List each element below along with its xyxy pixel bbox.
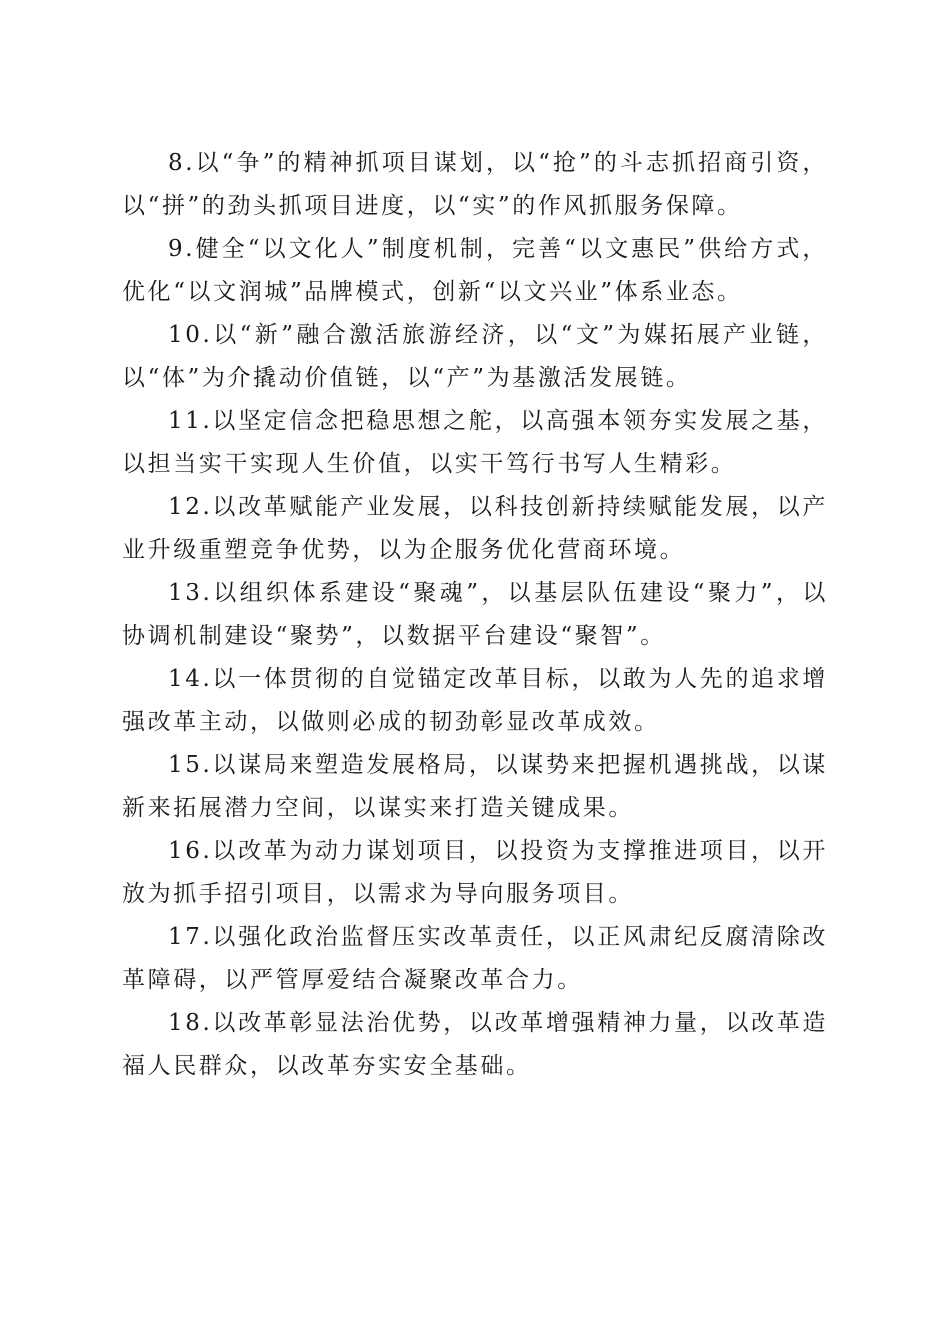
paragraph-12: 12.以改革赋能产业发展，以科技创新持续赋能发展，以产业升级重塑竞争优势，以为企服务优化营商环境。 [122,494,828,563]
paragraph-14: 14.以一体贯彻的自觉锚定改革目标，以敢为人先的追求增强改革主动，以做则必成的韧劲彰显改革成效。 [122,666,828,735]
paragraph-15: 15.以谋局来塑造发展格局，以谋势来把握机遇挑战，以谋新来拓展潜力空间，以谋实来打造关键成果。 [122,752,828,821]
paragraph-16: 16.以改革为动力谋划项目，以投资为支撑推进项目，以开放为抓手招引项目，以需求为导向服务项目。 [122,838,828,907]
paragraph-9: 9.健全“以文化人”制度机制，完善“以文惠民”供给方式，优化“以文润城”品牌模式，创新“以文兴业”体系业态。 [122,236,828,305]
paragraph-18: 18.以改革彰显法治优势，以改革增强精神力量，以改革造福人民群众，以改革夯实安全基础。 [122,1010,828,1079]
paragraph-13: 13.以组织体系建设“聚魂”，以基层队伍建设“聚力”，以协调机制建设“聚势”，以数据平台建设“聚智”。 [122,580,828,649]
document-body [122,142,828,1088]
paragraph-8: 8.以“争”的精神抓项目谋划，以“抢”的斗志抓招商引资，以“拼”的劲头抓项目进度，以“实”的作风抓服务保障。 [122,150,828,219]
paragraph-11: 11.以坚定信念把稳思想之舵，以高强本领夯实发展之基，以担当实干实现人生价值，以实干笃行书写人生精彩。 [122,408,828,477]
paragraph-17: 17.以强化政治监督压实改革责任，以正风肃纪反腐清除改革障碍，以严管厚爱结合凝聚改革合力。 [122,924,828,993]
paragraph-10: 10.以“新”融合激活旅游经济，以“文”为媒拓展产业链，以“体”为介撬动价值链，以“产”为基激活发展链。 [122,322,828,391]
